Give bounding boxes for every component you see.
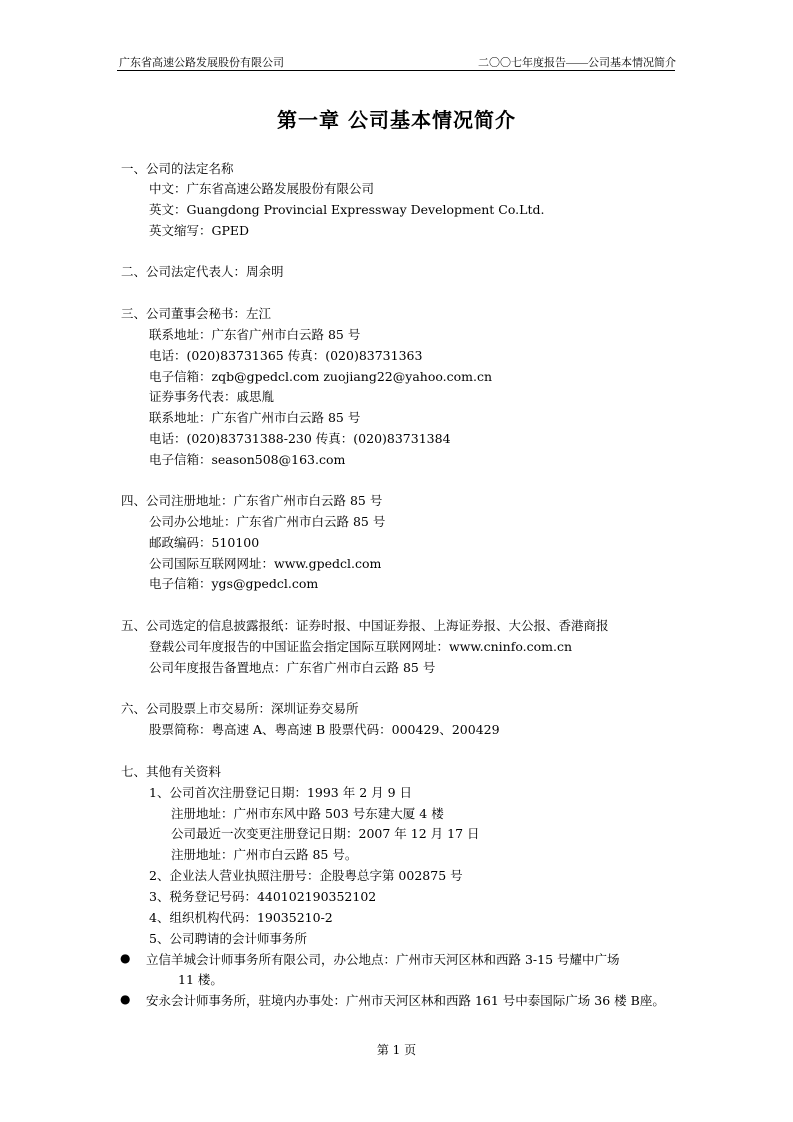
- report-location: 公司年度报告备置地点：广东省广州市白云路 85 号: [149, 660, 436, 675]
- item-2-license-number: 2、企业法人营业执照注册号：企股粤总字第 002875 号: [149, 868, 463, 883]
- section-4-heading: 四、公司注册地址：广东省广州市白云路 85 号: [121, 493, 383, 508]
- accountant-1: 立信羊城会计师事务所有限公司，办公地点：广州市天河区林和西路 3-15 号耀中广场: [146, 952, 620, 967]
- section-6-heading: 六、公司股票上市交易所：深圳证券交易所: [121, 701, 359, 716]
- representative-phone: 电话：(020)83731388-230 传真：(020)83731384: [149, 431, 451, 446]
- item-1-current-address: 注册地址：广州市白云路 85 号。: [171, 847, 358, 862]
- bullet-icon: ●: [120, 951, 131, 965]
- item-3-tax-number: 3、税务登记号码：440102190352102: [149, 889, 377, 904]
- item-4-organization-code: 4、组织机构代码：19035210-2: [149, 910, 333, 925]
- section-5-heading: 五、公司选定的信息披露报纸：证券时报、中国证券报、上海证券报、大公报、香港商报: [121, 618, 609, 633]
- accountant-2: 安永会计师事务所，驻境内办事处：广州市天河区林和西路 161 号中泰国际广场 36 楼 B座。: [146, 993, 665, 1008]
- securities-representative: 证券事务代表：戚思胤: [149, 389, 275, 404]
- representative-address: 联系地址：广东省广州市白云路 85 号: [149, 410, 361, 425]
- name-english: 英文：Guangdong Provincial Expressway Development Co.Ltd.: [149, 202, 545, 217]
- name-chinese: 中文：广东省高速公路发展股份有限公司: [149, 181, 375, 196]
- stock-info: 股票简称：粤高速 A、粤高速 B 股票代码：000429、200429: [149, 722, 500, 737]
- header-report-title: 二〇〇七年度报告——公司基本情况简介: [478, 57, 676, 69]
- section-7-heading: 七、其他有关资料: [121, 764, 222, 779]
- item-5-accountants: 5、公司聘请的会计师事务所: [149, 931, 307, 946]
- section-3-heading: 三、公司董事会秘书：左江: [121, 306, 272, 321]
- postcode: 邮政编码：510100: [149, 535, 260, 550]
- header-divider: [117, 70, 675, 71]
- secretary-phone: 电话：(020)83731365 传真：(020)83731363: [149, 348, 423, 363]
- representative-email: 电子信箱：season508@163.com: [149, 452, 346, 467]
- secretary-address: 联系地址：广东省广州市白云路 85 号: [149, 327, 361, 342]
- chapter-title: 第一章 公司基本情况简介: [277, 108, 516, 132]
- name-abbreviation: 英文缩写：GPED: [149, 223, 250, 238]
- item-1-registered-address: 注册地址：广州市东风中路 503 号东建大厦 4 楼: [171, 806, 444, 821]
- office-address: 公司办公地址：广东省广州市白云路 85 号: [149, 514, 386, 529]
- bullet-icon: ●: [120, 992, 131, 1006]
- company-website: 公司国际互联网网址：www.gpedcl.com: [149, 556, 382, 571]
- disclosure-website: 登载公司年度报告的中国证监会指定国际互联网网址：www.cninfo.com.cn: [149, 639, 572, 654]
- header-company: 广东省高速公路发展股份有限公司: [119, 57, 284, 69]
- secretary-email: 电子信箱：zqb@gpedcl.com zuojiang22@yahoo.com.cn: [149, 369, 493, 384]
- item-1-registration-date: 1、公司首次注册登记日期：1993 年 2 月 9 日: [149, 785, 413, 800]
- page-number: 第 1 页: [376, 1043, 417, 1057]
- item-1-latest-change-date: 公司最近一次变更注册登记日期：2007 年 12 月 17 日: [171, 826, 480, 841]
- section-2-heading: 二、公司法定代表人：周余明: [121, 264, 284, 279]
- company-email: 电子信箱：ygs@gpedcl.com: [149, 576, 319, 591]
- section-1-heading: 一、公司的法定名称: [121, 161, 234, 176]
- accountant-1-continued: 11 楼。: [178, 972, 223, 987]
